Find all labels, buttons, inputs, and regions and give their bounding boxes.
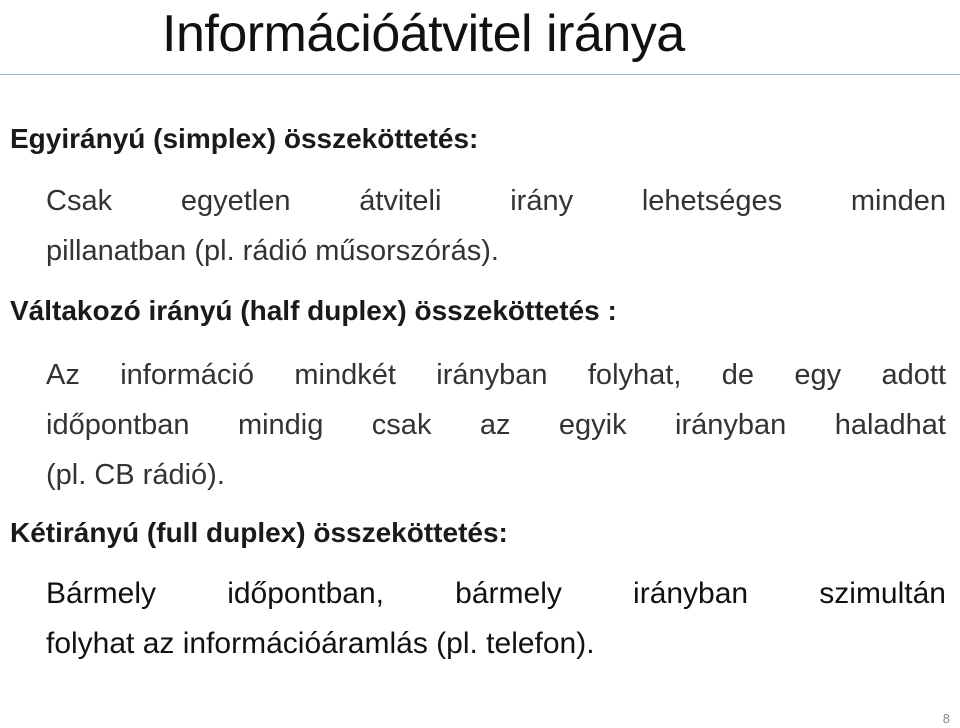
title-divider <box>0 74 960 75</box>
section-body-full-duplex <box>46 569 946 669</box>
section-body-half-duplex <box>46 350 946 500</box>
page-number: 8 <box>942 711 950 726</box>
section-heading-half-duplex: Váltakozó irányú (half duplex) összeköttetés : <box>10 295 617 326</box>
body-line: Az információ mindkét irányban folyhat, de egy adott <box>46 359 946 391</box>
body-line: Csak egyetlen átviteli irány lehetséges minden <box>46 185 946 217</box>
section-heading-simplex: Egyirányú (simplex) összeköttetés: <box>10 123 479 154</box>
body-line: folyhat az információáramlás (pl. telefon). <box>46 627 595 660</box>
body-line: pillanatban (pl. rádió műsorszórás). <box>46 235 499 267</box>
body-line: Bármely időpontban, bármely irányban szimultán <box>46 577 946 610</box>
body-line: (pl. CB rádió). <box>46 459 225 491</box>
slide-title: Információátvitel iránya <box>162 5 685 63</box>
section-body-simplex <box>46 176 946 276</box>
body-line: időpontban mindig csak az egyik irányban haladhat <box>46 409 946 441</box>
section-heading-full-duplex: Kétirányú (full duplex) összeköttetés: <box>10 517 508 548</box>
